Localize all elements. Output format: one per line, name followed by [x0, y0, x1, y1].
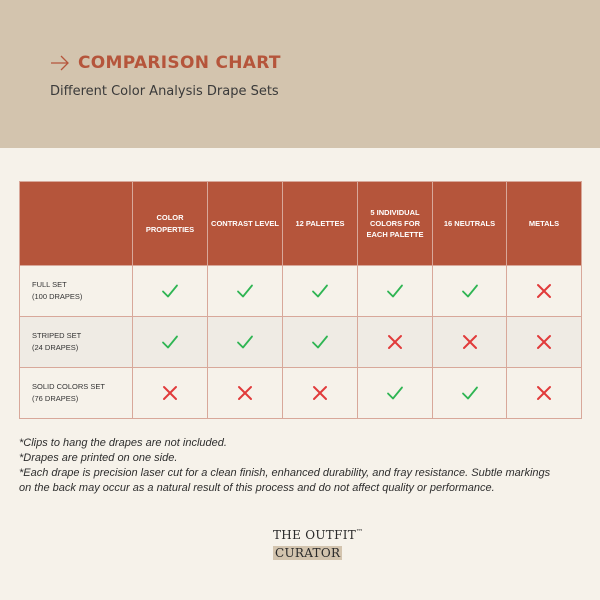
table-cell [358, 317, 433, 368]
checkmark-icon [161, 333, 179, 351]
cross-icon [535, 333, 553, 351]
row-label-count: (76 DRAPES) [32, 394, 79, 403]
footnote: *Each drape is precision laser cut for a clean finish, enhanced durability, and fray resistance. Subtle markings on the back may occur as a natural result of this process and do not affect quality or performance. [19, 467, 551, 494]
table-cell [433, 317, 507, 368]
table-row [20, 266, 582, 317]
column-header: COLOR PROPERTIES [133, 182, 208, 266]
table-cell [433, 368, 507, 419]
footnote: *Clips to hang the drapes are not included. [19, 437, 227, 449]
table-cell [283, 266, 358, 317]
checkmark-icon [386, 384, 404, 402]
checkmark-icon [461, 282, 479, 300]
cross-icon [461, 333, 479, 351]
checkmark-icon [461, 384, 479, 402]
row-label [20, 266, 133, 317]
page-title: COMPARISON CHART [78, 53, 281, 73]
table-cell [283, 368, 358, 419]
column-header-corner [20, 182, 133, 266]
checkmark-icon [236, 282, 254, 300]
table-cell [358, 368, 433, 419]
cross-icon [535, 282, 553, 300]
table-cell [133, 368, 208, 419]
table-row [20, 317, 582, 368]
page-subtitle: Different Color Analysis Drape Sets [50, 84, 279, 99]
table-cell [507, 266, 582, 317]
checkmark-icon [311, 333, 329, 351]
table-cell [433, 266, 507, 317]
footnote: *Drapes are printed on one side. [19, 452, 178, 464]
table-row [20, 368, 582, 419]
table-cell [133, 317, 208, 368]
table-cell [507, 317, 582, 368]
arrow-right-icon [50, 53, 70, 73]
logo-line-1 [273, 528, 363, 542]
title-row [50, 53, 281, 73]
column-header: CONTRAST LEVEL [208, 182, 283, 266]
row-label-name: FULL SET [32, 280, 67, 290]
table-cell [208, 266, 283, 317]
table-cell [358, 266, 433, 317]
table-cell [283, 317, 358, 368]
logo-text-top: THE OUTFIT [273, 528, 357, 542]
row-label [20, 317, 133, 368]
checkmark-icon [161, 282, 179, 300]
comparison-table [19, 181, 582, 419]
row-label-count: (100 DRAPES) [32, 292, 83, 301]
row-label-name: SOLID COLORS SET [32, 382, 105, 392]
row-label-count: (24 DRAPES) [32, 343, 79, 352]
cross-icon [311, 384, 329, 402]
column-header: 16 NEUTRALS [433, 182, 507, 266]
table-header-row [20, 182, 582, 266]
logo-text-bottom: CURATOR [275, 546, 341, 560]
table-cell [208, 368, 283, 419]
checkmark-icon [386, 282, 404, 300]
header-banner [0, 0, 600, 148]
table-cell [133, 266, 208, 317]
cross-icon [386, 333, 404, 351]
brand-logo [273, 528, 363, 561]
checkmark-icon [236, 333, 254, 351]
column-header: METALS [507, 182, 582, 266]
cross-icon [236, 384, 254, 402]
checkmark-icon [311, 282, 329, 300]
row-label [20, 368, 133, 419]
footnotes [19, 436, 559, 496]
trademark-symbol: ™ [356, 528, 364, 536]
row-label-name: STRIPED SET [32, 331, 82, 341]
table-cell [208, 317, 283, 368]
column-header: 12 PALETTES [283, 182, 358, 266]
cross-icon [161, 384, 179, 402]
cross-icon [535, 384, 553, 402]
table-cell [507, 368, 582, 419]
column-header: 5 INDIVIDUAL COLORS FOR EACH PALETTE [358, 182, 433, 266]
